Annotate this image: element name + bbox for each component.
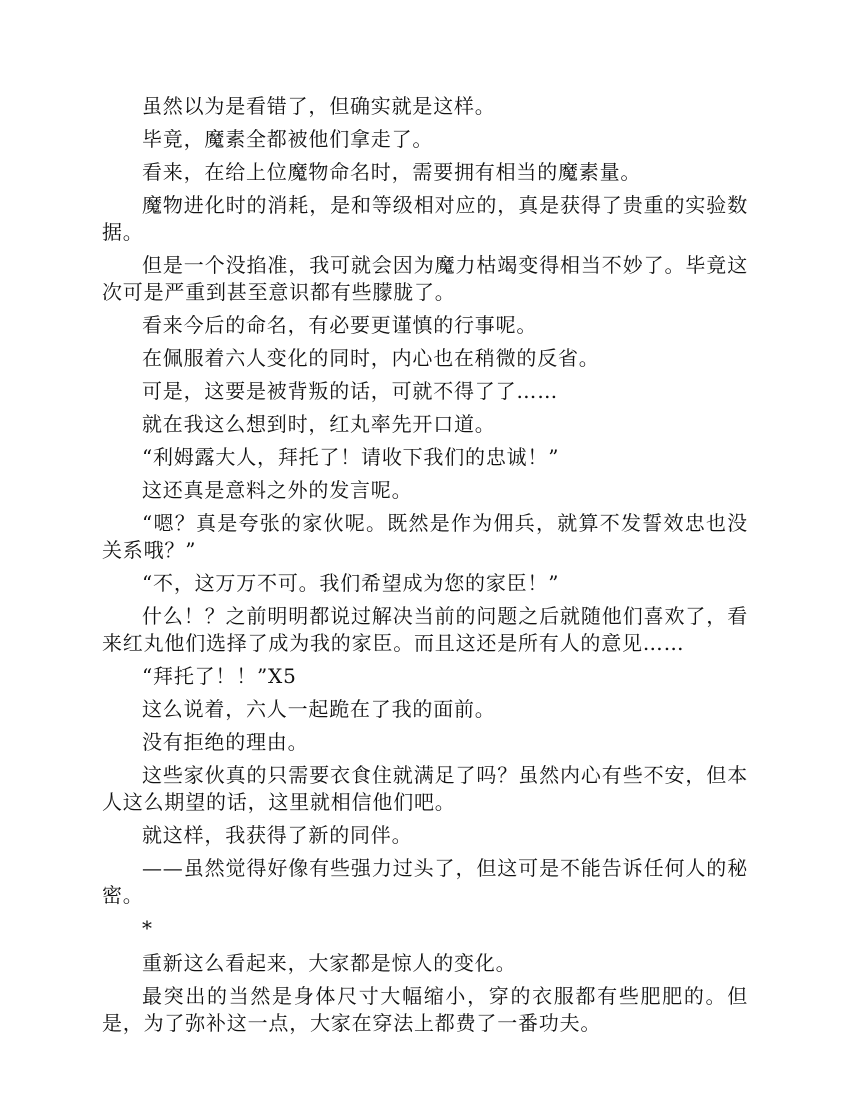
paragraph: 没有拒绝的理由。 bbox=[142, 730, 309, 754]
dialogue-paragraph: “利姆露大人，拜托了！请收下我们的忠诚！” bbox=[142, 445, 560, 469]
paragraph: 重新这么看起来，大家都是惊人的变化。 bbox=[142, 951, 517, 975]
paragraph: 这还真是意料之外的发言呢。 bbox=[142, 478, 413, 502]
dialogue-paragraph: “不，这万万不可。我们希望成为您的家臣！” bbox=[142, 571, 560, 595]
section-separator: * bbox=[142, 916, 153, 940]
paragraph: 看来，在给上位魔物命名时，需要拥有相当的魔素量。 bbox=[142, 160, 642, 184]
paragraph: 看来今后的命名，有必要更谨慎的行事呢。 bbox=[142, 313, 538, 337]
paragraph: 可是，这要是被背叛的话，可就不得了了…… bbox=[142, 379, 558, 403]
dialogue-paragraph: “嗯？真是夸张的家伙呢。既然是作为佣兵，就算不发誓效忠也没关系哦？” bbox=[102, 511, 748, 562]
paragraph: 就在我这么想到时，红丸率先开口道。 bbox=[142, 412, 496, 436]
paragraph: 但是一个没掐准，我可就会因为魔力枯竭变得相当不妙了。毕竟这次可是严重到甚至意识都有些朦胧了。 bbox=[102, 253, 748, 304]
paragraph: 虽然以为是看错了，但确实就是这样。 bbox=[142, 94, 496, 118]
paragraph: 这些家伙真的只需要衣食住就满足了吗？虽然内心有些不安，但本人这么期望的话，这里就相信他们吧。 bbox=[102, 763, 748, 814]
paragraph: 在佩服着六人变化的同时，内心也在稍微的反省。 bbox=[142, 346, 600, 370]
dialogue-paragraph: “拜托了！！”X5 bbox=[142, 664, 297, 688]
paragraph: 毕竟，魔素全都被他们拿走了。 bbox=[142, 127, 434, 151]
paragraph: 魔物进化时的消耗，是和等级相对应的，真是获得了贵重的实验数据。 bbox=[102, 193, 748, 244]
paragraph: 什么！？之前明明都说过解决当前的问题之后就随他们喜欢了，看来红丸他们选择了成为我的家臣。而且这还是所有人的意见…… bbox=[102, 604, 748, 655]
paragraph: 就这样，我获得了新的同伴。 bbox=[142, 823, 413, 847]
paragraph: ——虽然觉得好像有些强力过头了，但这可是不能告诉任何人的秘密。 bbox=[102, 856, 748, 907]
paragraph: 最突出的当然是身体尺寸大幅缩小，穿的衣服都有些肥肥的。但是，为了弥补这一点，大家在穿法上都费了一番功夫。 bbox=[102, 984, 748, 1035]
paragraph: 这么说着，六人一起跪在了我的面前。 bbox=[142, 697, 496, 721]
document-body bbox=[102, 93, 748, 1043]
